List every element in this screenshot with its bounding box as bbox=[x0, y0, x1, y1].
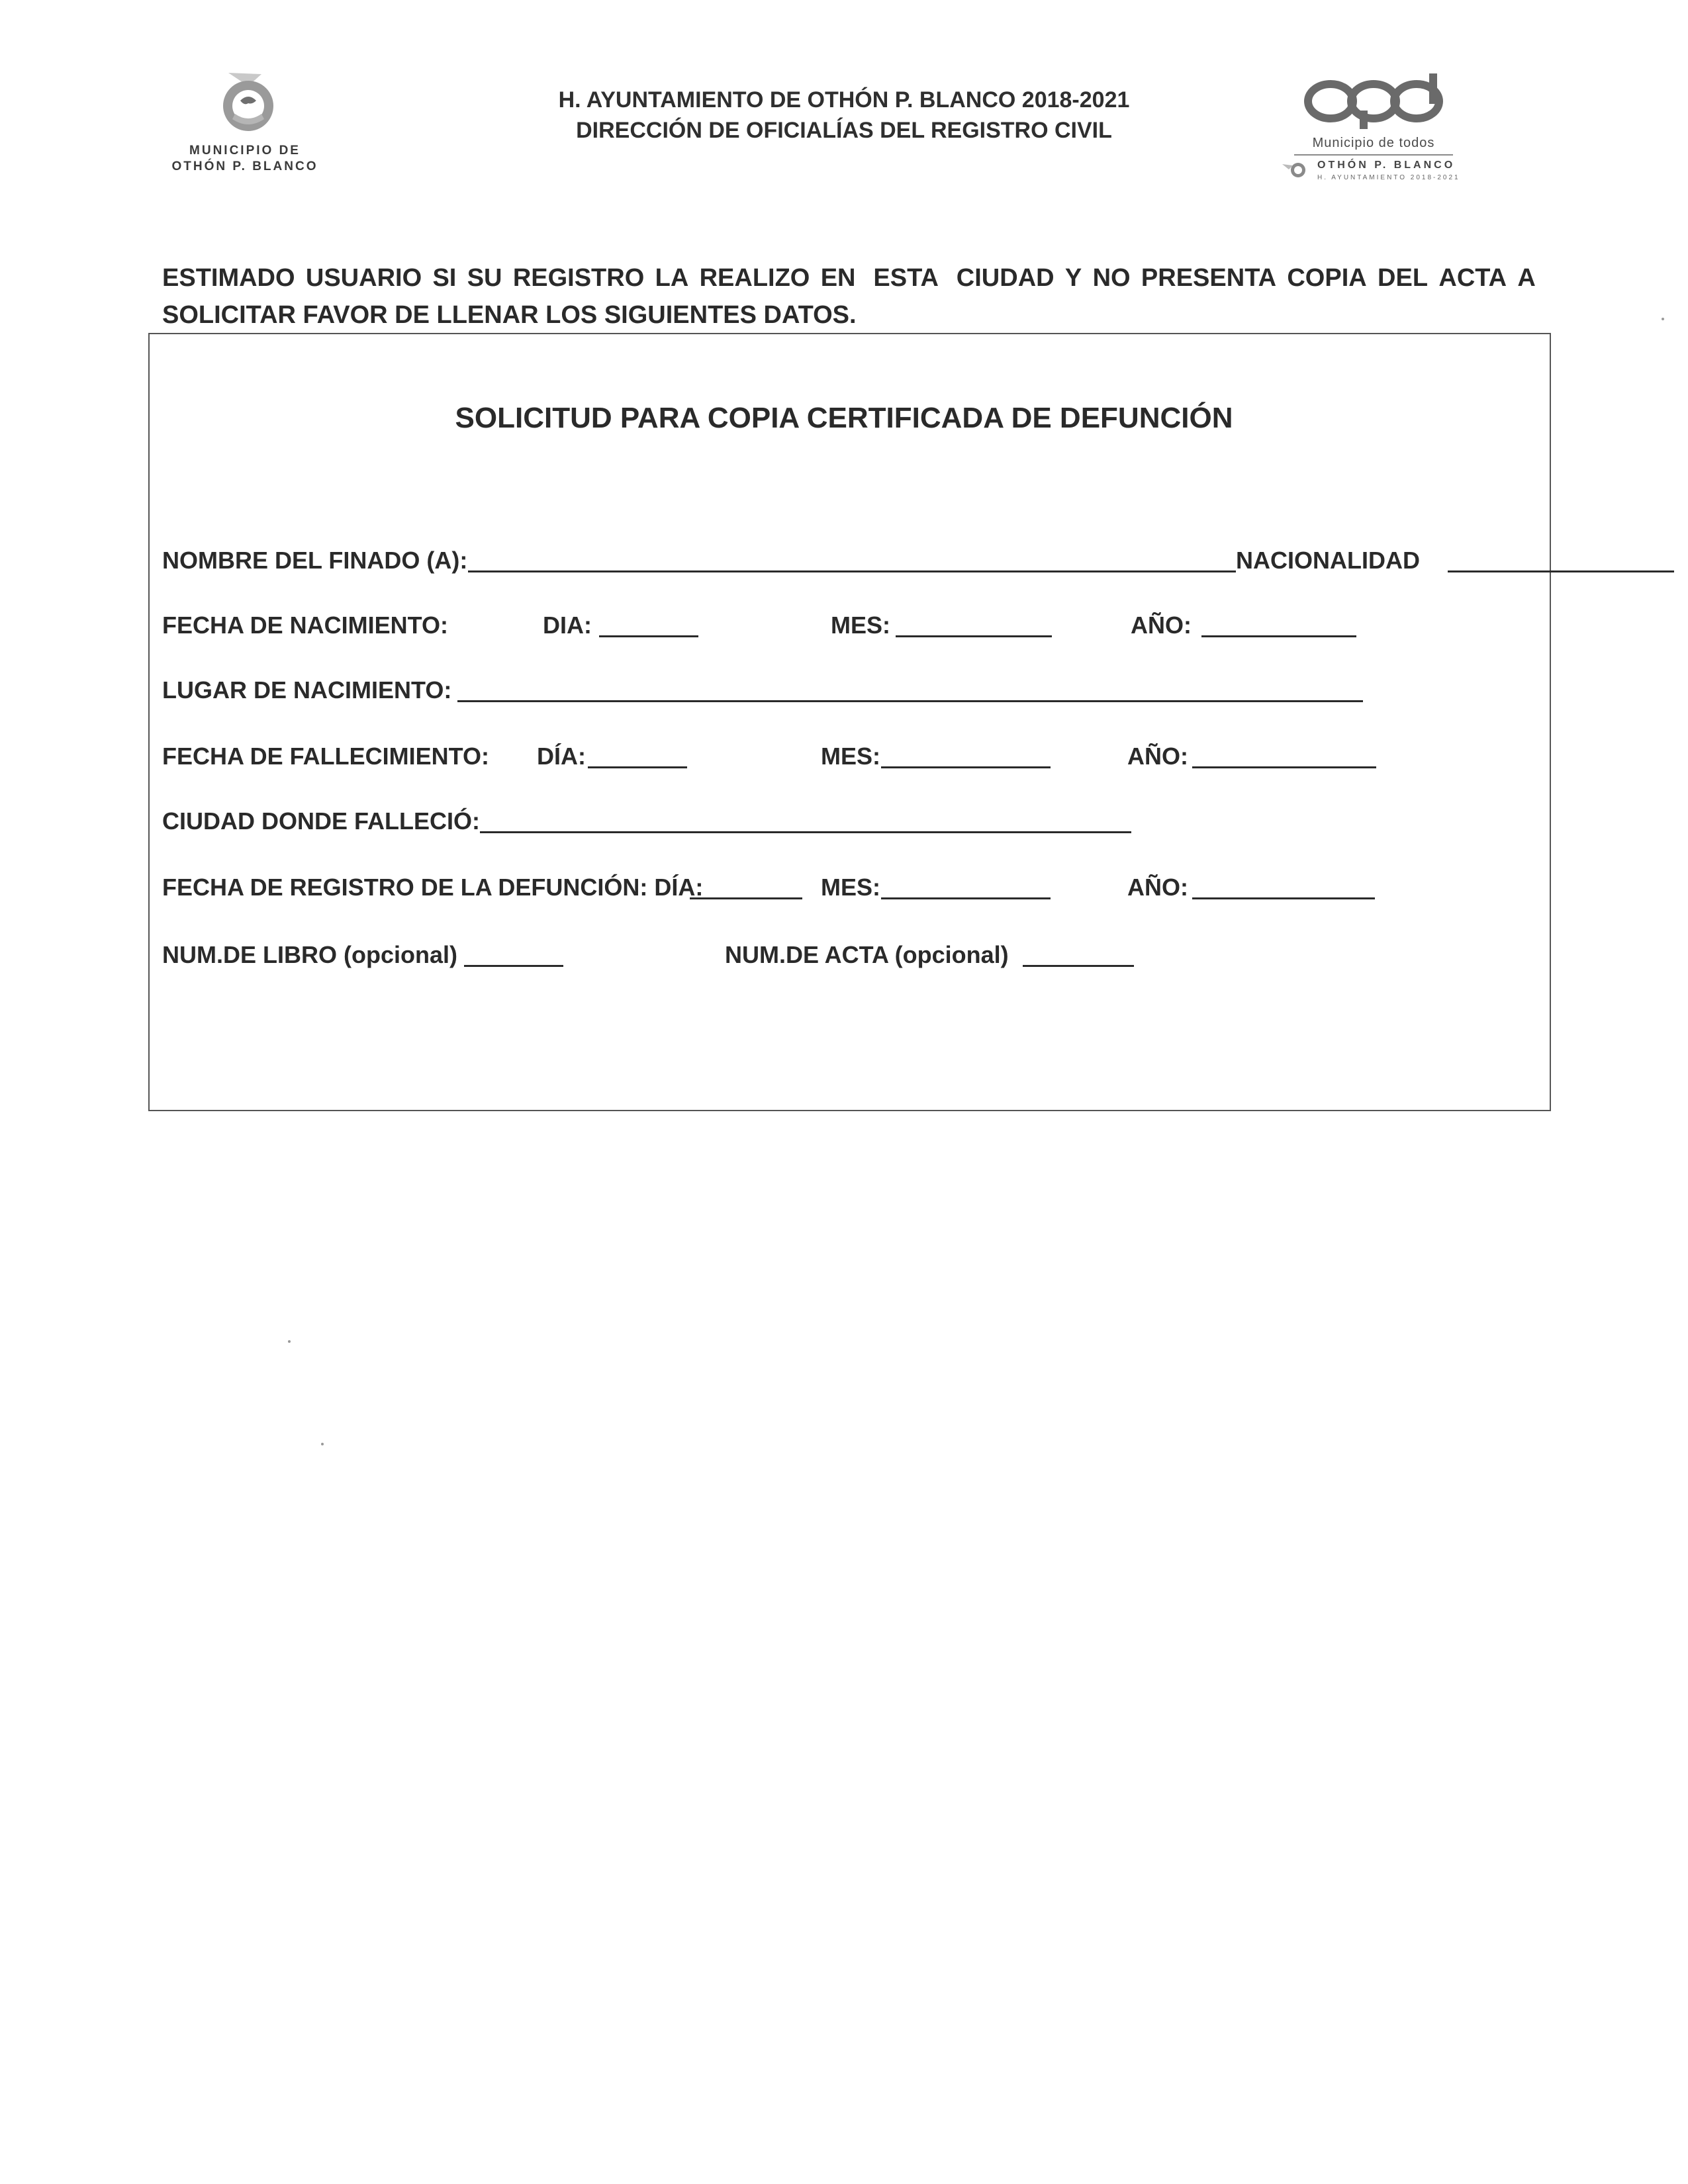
notice-word: DEL bbox=[1378, 264, 1429, 292]
lugar-nacimiento-label: LUGAR DE NACIMIENTO: bbox=[162, 676, 452, 704]
document-header bbox=[430, 85, 1258, 146]
opb-name: OTHÓN P. BLANCO bbox=[1317, 159, 1456, 171]
notice-word: CIUDAD bbox=[949, 264, 1055, 292]
row-libro-acta bbox=[162, 938, 1526, 976]
notice-word: ACTA bbox=[1438, 264, 1507, 292]
row-lugar-nacimiento bbox=[162, 674, 1526, 711]
nacionalidad-field[interactable] bbox=[1448, 570, 1674, 572]
notice-word: ESTIMADO bbox=[162, 264, 295, 292]
notice-word: REALIZO bbox=[699, 264, 810, 292]
row-nombre bbox=[162, 544, 1526, 581]
nacimiento-mes-label: MES: bbox=[831, 612, 890, 639]
user-notice bbox=[162, 259, 1536, 334]
row-fecha-registro bbox=[162, 871, 1526, 908]
notice-word: NO bbox=[1092, 264, 1131, 292]
notice-word: REGISTRO bbox=[512, 264, 645, 292]
opb-tagline: Municipio de todos bbox=[1312, 136, 1435, 150]
num-acta-label: NUM.DE ACTA (opcional) bbox=[725, 941, 1009, 968]
death-certificate-form bbox=[148, 333, 1551, 1111]
notice-word: Y bbox=[1064, 264, 1082, 292]
left-logo-line2: OTHÓN P. BLANCO bbox=[171, 159, 318, 173]
nacimiento-dia-label: DIA: bbox=[543, 612, 592, 639]
notice-line2: SOLICITAR FAVOR DE LLENAR LOS SIGUIENTES DATOS. bbox=[162, 301, 857, 329]
scan-speck bbox=[321, 1443, 324, 1445]
fallecimiento-mes-field[interactable] bbox=[881, 766, 1051, 768]
header-line2: DIRECCIÓN DE OFICIALÍAS DEL REGISTRO CIVIL bbox=[576, 118, 1112, 143]
municipal-seal-icon bbox=[209, 66, 281, 139]
fallecimiento-dia-label: DÍA: bbox=[537, 743, 586, 770]
num-libro-label: NUM.DE LIBRO (opcional) bbox=[162, 941, 457, 968]
nacimiento-anio-field[interactable] bbox=[1201, 635, 1356, 637]
scan-speck bbox=[1662, 318, 1664, 320]
nombre-field[interactable] bbox=[468, 570, 1236, 572]
lugar-nacimiento-field[interactable] bbox=[457, 700, 1363, 702]
mini-seal-icon bbox=[1281, 160, 1310, 179]
opb-divider bbox=[1294, 154, 1453, 156]
ciudad-fallecio-field[interactable] bbox=[480, 831, 1131, 833]
registro-anio-field[interactable] bbox=[1192, 897, 1375, 899]
notice-word: ESTA bbox=[866, 264, 939, 292]
nombre-label: NOMBRE DEL FINADO (A): bbox=[162, 547, 468, 574]
scan-speck bbox=[288, 1340, 291, 1343]
nacimiento-mes-field[interactable] bbox=[896, 635, 1052, 637]
fallecimiento-anio-label: AÑO: bbox=[1127, 743, 1188, 770]
form-title: SOLICITUD PARA COPIA CERTIFICADA DE DEFUNCIÓN bbox=[455, 402, 1233, 434]
notice-word: USUARIO bbox=[305, 264, 422, 292]
nacimiento-anio-label: AÑO: bbox=[1131, 612, 1192, 639]
opb-logo-icon bbox=[1301, 69, 1446, 129]
row-fecha-fallecimiento bbox=[162, 740, 1526, 777]
municipio-logo bbox=[146, 66, 344, 179]
notice-word: PRESENTA bbox=[1141, 264, 1277, 292]
notice-word: COPIA bbox=[1287, 264, 1367, 292]
registro-anio-label: AÑO: bbox=[1127, 874, 1188, 901]
notice-word: SI bbox=[432, 264, 457, 292]
fallecimiento-anio-field[interactable] bbox=[1192, 766, 1376, 768]
ciudad-fallecio-label: CIUDAD DONDE FALLECIÓ: bbox=[162, 807, 480, 835]
notice-word: A bbox=[1517, 264, 1536, 292]
row-fecha-nacimiento bbox=[162, 609, 1526, 646]
nacimiento-dia-field[interactable] bbox=[599, 635, 698, 637]
registro-mes-label: MES: bbox=[821, 874, 880, 901]
fallecimiento-dia-field[interactable] bbox=[588, 766, 687, 768]
opb-subtitle: H. AYUNTAMIENTO 2018-2021 bbox=[1317, 174, 1460, 181]
opb-logo bbox=[1268, 69, 1479, 189]
fecha-nacimiento-label: FECHA DE NACIMIENTO: bbox=[162, 612, 448, 639]
notice-line1 bbox=[162, 259, 1536, 296]
num-libro-field[interactable] bbox=[464, 965, 563, 967]
notice-word: SU bbox=[467, 264, 502, 292]
row-ciudad-fallecio bbox=[162, 805, 1526, 842]
registro-dia-field[interactable] bbox=[690, 897, 802, 899]
fecha-fallecimiento-label: FECHA DE FALLECIMIENTO: bbox=[162, 743, 489, 770]
fallecimiento-mes-label: MES: bbox=[821, 743, 880, 770]
header-line1: H. AYUNTAMIENTO DE OTHÓN P. BLANCO 2018-2021 bbox=[558, 87, 1130, 113]
nacionalidad-label: NACIONALIDAD bbox=[1236, 547, 1420, 574]
registro-mes-field[interactable] bbox=[881, 897, 1051, 899]
notice-word: LA bbox=[655, 264, 689, 292]
num-acta-field[interactable] bbox=[1023, 965, 1134, 967]
notice-word: EN bbox=[820, 264, 856, 292]
fecha-registro-label: FECHA DE REGISTRO DE LA DEFUNCIÓN: DÍA: bbox=[162, 874, 704, 901]
left-logo-line1: MUNICIPIO DE bbox=[189, 144, 301, 158]
